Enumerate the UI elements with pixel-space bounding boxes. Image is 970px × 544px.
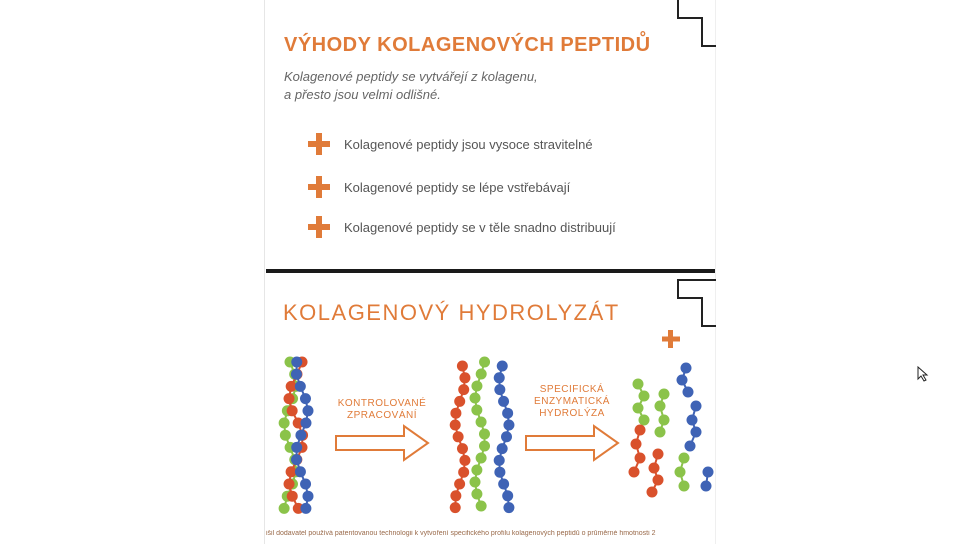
molecule-bead [471, 405, 482, 416]
molecule-bead [471, 489, 482, 500]
molecule-bead [683, 387, 694, 398]
molecule-chain [690, 406, 696, 446]
arrow-label-line: ZPRACOVÁNÍ [346, 410, 417, 421]
molecule-bead [450, 408, 461, 419]
molecule-bead [479, 441, 490, 452]
molecule-bead [302, 491, 313, 502]
section-divider [266, 269, 715, 273]
plus-icon [308, 133, 330, 155]
molecule-bead [280, 430, 291, 441]
molecule-bead [300, 503, 311, 514]
molecule-bead [454, 479, 465, 490]
molecule-bead [457, 361, 468, 372]
molecule-bead [501, 431, 512, 442]
molecule-bead [497, 361, 508, 372]
arrow-processing-icon [334, 424, 430, 462]
molecule-bead [497, 443, 508, 454]
molecule-bead [629, 467, 640, 478]
molecule-bead [653, 475, 664, 486]
molecule-bead [300, 479, 311, 490]
molecule-bead [675, 467, 686, 478]
benefit-item [308, 176, 570, 198]
molecule-bead [458, 384, 469, 395]
molecule-bead [502, 490, 513, 501]
footnote: išil dodavatel používá patentovanou technologii k vytvoření specifického profilu kolagenových peptidů o průměrné hmotnosti 2 [266, 530, 656, 537]
arrow-label-line: SPECIFICKÁ [539, 384, 605, 395]
molecule-bead [476, 417, 487, 428]
molecule-bead [639, 391, 650, 402]
molecule-bead [685, 441, 696, 452]
section-title-benefits: VÝHODY KOLAGENOVÝCH PEPTIDŮ [284, 34, 651, 56]
molecule-bead [701, 481, 712, 492]
plus-icon [662, 330, 680, 348]
molecule-bead [459, 372, 470, 383]
subtitle-line-1: Kolagenové peptidy se vytvářejí z kolagenu, [284, 69, 538, 84]
molecule-bead [284, 479, 295, 490]
molecule-bead [503, 502, 514, 513]
molecule-bead [691, 427, 702, 438]
molecule-bead [703, 467, 714, 478]
molecule-chain [660, 394, 664, 432]
molecule-bead [498, 396, 509, 407]
arrow-hydrolysis-icon [524, 424, 620, 462]
molecule-bead [479, 429, 490, 440]
page-edge-right [715, 0, 716, 544]
molecule-bead [470, 393, 481, 404]
plus-icon [308, 176, 330, 198]
section-title-hydrolyzate: KOLAGENOVÝ HYDROLYZÁT [283, 300, 620, 325]
molecule-bead [503, 420, 514, 431]
mouse-cursor-icon [917, 366, 929, 382]
molecule-bead [453, 431, 464, 442]
molecule-bead [476, 453, 487, 464]
molecule-bead [279, 503, 290, 514]
molecule-bead [291, 442, 302, 453]
benefit-text: Kolagenové peptidy se v těle snadno distribuují [344, 219, 616, 235]
molecule-bead [687, 415, 698, 426]
molecule-bead [295, 430, 306, 441]
molecule-bead [458, 467, 469, 478]
molecule-bead [450, 490, 461, 501]
molecule-bead [494, 372, 505, 383]
molecule-chain [634, 430, 640, 472]
molecule-bead [633, 379, 644, 390]
molecule-bead [300, 418, 311, 429]
molecule-bead [300, 393, 311, 404]
molecule-bead [471, 381, 482, 392]
molecule-bead [450, 420, 461, 431]
molecule-bead [291, 454, 302, 465]
molecule-bead [295, 466, 306, 477]
molecule-bead [494, 467, 505, 478]
molecule-bead [295, 381, 306, 392]
molecule-bead [639, 415, 650, 426]
molecule-bead [479, 357, 490, 368]
section-subtitle [284, 68, 604, 104]
corner-bracket-icon [676, 0, 716, 50]
subtitle-line-2: a přesto jsou velmi odlišné. [284, 87, 441, 102]
molecule-bead [291, 369, 302, 380]
molecule-bead [494, 455, 505, 466]
molecule-bead [476, 369, 487, 380]
molecule-bead [679, 453, 690, 464]
molecule-bead [635, 453, 646, 464]
benefit-text: Kolagenové peptidy jsou vysoce stravitelné [344, 136, 593, 152]
molecule-bead [659, 415, 670, 426]
molecule-bead [302, 405, 313, 416]
molecule-bead [653, 449, 664, 460]
page-edge-left [264, 0, 265, 544]
molecule-bead [450, 502, 461, 513]
arrow-label-line: KONTROLOVANÉ [337, 398, 427, 409]
molecule-bead [287, 491, 298, 502]
molecule-bead [494, 384, 505, 395]
molecule-bead [498, 479, 509, 490]
molecule-bead [470, 477, 481, 488]
molecule-bead [677, 375, 688, 386]
molecule-bead [681, 363, 692, 374]
molecule-bead [476, 501, 487, 512]
molecule-bead [291, 357, 302, 368]
arrow-label-hydrolysis [520, 384, 624, 420]
molecule-bead [659, 389, 670, 400]
molecule-bead [631, 439, 642, 450]
molecule-bead [459, 455, 470, 466]
molecule-bead [633, 403, 644, 414]
molecule-bead [679, 481, 690, 492]
molecule-bead [287, 405, 298, 416]
molecule-bead [284, 393, 295, 404]
benefit-item [308, 133, 593, 155]
arrow-label-line: ENZYMATICKÁ [534, 396, 610, 407]
molecule-bead [635, 425, 646, 436]
molecule-bead [649, 463, 660, 474]
molecule-bead [655, 427, 666, 438]
molecule-bead [655, 401, 666, 412]
plus-icon [308, 216, 330, 238]
benefit-item [308, 216, 616, 238]
molecule-bead [279, 418, 290, 429]
molecule-bead [502, 408, 513, 419]
benefit-text: Kolagenové peptidy se lépe vstřebávají [344, 179, 571, 195]
arrow-label-line: HYDROLÝZA [539, 408, 605, 419]
molecule-bead [457, 443, 468, 454]
molecule-bead [471, 465, 482, 476]
corner-bracket-icon [676, 278, 716, 328]
molecule-bead [691, 401, 702, 412]
arrow-label-processing [328, 398, 436, 422]
molecule-bead [454, 396, 465, 407]
molecule-bead [647, 487, 658, 498]
